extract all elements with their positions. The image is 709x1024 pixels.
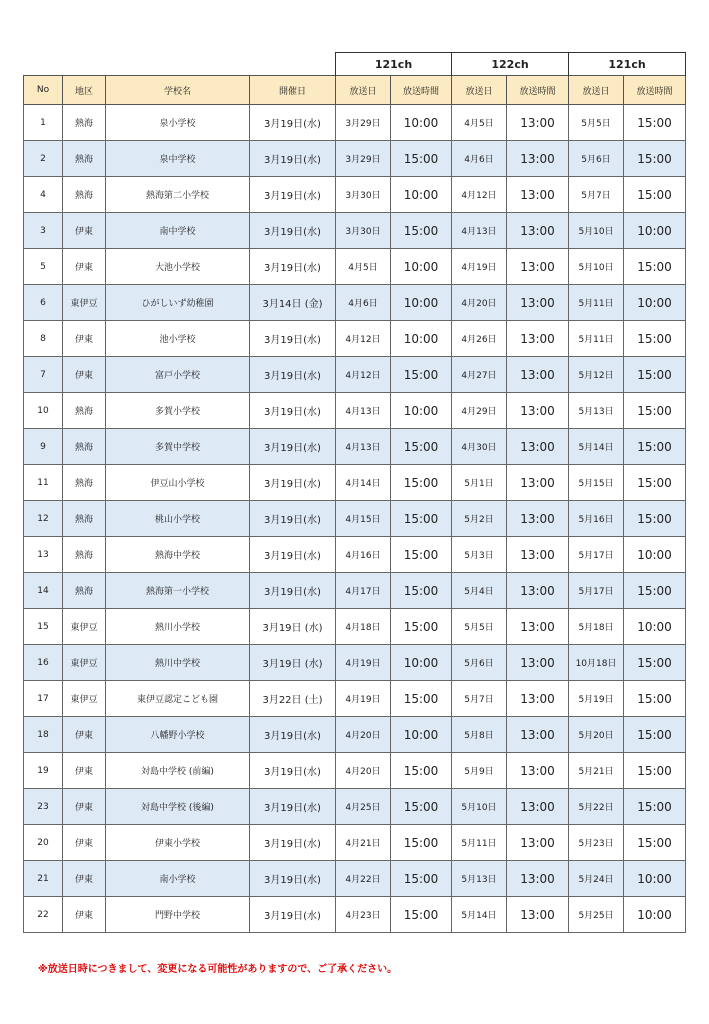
- cell-broadcast-time: 15:00: [624, 753, 686, 789]
- header-broadcast-time: 放送時間: [507, 76, 569, 105]
- cell-broadcast-date: 4月5日: [336, 249, 391, 285]
- cell-area: 熱海: [63, 393, 106, 429]
- cell-broadcast-date: 5月12日: [569, 357, 624, 393]
- cell-no: 12: [24, 501, 63, 537]
- cell-broadcast-date: 5月14日: [569, 429, 624, 465]
- cell-held: 3月19日(水): [250, 393, 336, 429]
- cell-broadcast-time: 15:00: [624, 357, 686, 393]
- cell-no: 22: [24, 897, 63, 933]
- cell-broadcast-date: 4月25日: [336, 789, 391, 825]
- cell-area: 東伊豆: [63, 609, 106, 645]
- cell-area: 東伊豆: [63, 285, 106, 321]
- cell-broadcast-date: 4月21日: [336, 825, 391, 861]
- table-row: [24, 573, 686, 609]
- cell-broadcast-time: 13:00: [507, 609, 569, 645]
- cell-held: 3月19日(水): [250, 213, 336, 249]
- cell-school: 多賀中学校: [106, 429, 250, 465]
- cell-broadcast-time: 15:00: [624, 645, 686, 681]
- cell-no: 7: [24, 357, 63, 393]
- cell-held: 3月19日(水): [250, 789, 336, 825]
- cell-broadcast-date: 4月13日: [336, 429, 391, 465]
- cell-no: 5: [24, 249, 63, 285]
- cell-area: 熱海: [63, 537, 106, 573]
- channel-label: 121ch: [569, 53, 686, 76]
- cell-broadcast-time: 15:00: [624, 429, 686, 465]
- cell-broadcast-time: 15:00: [624, 789, 686, 825]
- cell-no: 21: [24, 861, 63, 897]
- header-broadcast-date: 放送日: [452, 76, 507, 105]
- cell-broadcast-time: 15:00: [624, 249, 686, 285]
- cell-broadcast-date: 5月7日: [569, 177, 624, 213]
- table-row: [24, 717, 686, 753]
- cell-school: 熱川小学校: [106, 609, 250, 645]
- table-row: [24, 321, 686, 357]
- channel-label: 122ch: [452, 53, 569, 76]
- cell-broadcast-date: 5月2日: [452, 501, 507, 537]
- table-row: [24, 681, 686, 717]
- table-row: [24, 357, 686, 393]
- cell-no: 23: [24, 789, 63, 825]
- cell-broadcast-date: 4月20日: [452, 285, 507, 321]
- cell-broadcast-time: 15:00: [391, 213, 452, 249]
- cell-broadcast-date: 5月6日: [569, 141, 624, 177]
- cell-broadcast-time: 15:00: [624, 573, 686, 609]
- cell-broadcast-time: 10:00: [624, 537, 686, 573]
- cell-school: 泉中学校: [106, 141, 250, 177]
- cell-broadcast-time: 15:00: [624, 717, 686, 753]
- cell-school: 熱川中学校: [106, 645, 250, 681]
- table-row: [24, 249, 686, 285]
- cell-broadcast-time: 10:00: [391, 393, 452, 429]
- cell-broadcast-time: 13:00: [507, 321, 569, 357]
- cell-broadcast-date: 5月6日: [452, 645, 507, 681]
- cell-held: 3月19日(水): [250, 753, 336, 789]
- cell-broadcast-date: 5月10日: [569, 213, 624, 249]
- cell-held: 3月19日(水): [250, 717, 336, 753]
- cell-area: 伊東: [63, 717, 106, 753]
- cell-broadcast-time: 13:00: [507, 285, 569, 321]
- cell-broadcast-date: 4月17日: [336, 573, 391, 609]
- cell-held: 3月19日(水): [250, 465, 336, 501]
- cell-no: 16: [24, 645, 63, 681]
- cell-broadcast-time: 13:00: [507, 825, 569, 861]
- cell-no: 15: [24, 609, 63, 645]
- cell-broadcast-time: 15:00: [391, 573, 452, 609]
- cell-held: 3月19日 (水): [250, 645, 336, 681]
- cell-broadcast-date: 3月30日: [336, 177, 391, 213]
- cell-broadcast-time: 13:00: [507, 717, 569, 753]
- cell-broadcast-date: 5月1日: [452, 465, 507, 501]
- cell-broadcast-time: 15:00: [391, 681, 452, 717]
- header-no: No: [24, 76, 63, 105]
- cell-broadcast-date: 5月17日: [569, 573, 624, 609]
- cell-broadcast-date: 5月19日: [569, 681, 624, 717]
- cell-broadcast-date: 5月9日: [452, 753, 507, 789]
- cell-broadcast-time: 13:00: [507, 393, 569, 429]
- cell-broadcast-date: 4月13日: [452, 213, 507, 249]
- cell-broadcast-date: 4月19日: [336, 645, 391, 681]
- table-row: [24, 177, 686, 213]
- cell-broadcast-date: 4月6日: [336, 285, 391, 321]
- cell-broadcast-time: 15:00: [391, 429, 452, 465]
- cell-broadcast-time: 13:00: [507, 357, 569, 393]
- cell-broadcast-time: 13:00: [507, 537, 569, 573]
- schedule-body: [24, 105, 686, 933]
- cell-held: 3月19日(水): [250, 429, 336, 465]
- table-row: [24, 141, 686, 177]
- cell-broadcast-date: 5月11日: [452, 825, 507, 861]
- cell-broadcast-date: 10月18日: [569, 645, 624, 681]
- cell-broadcast-time: 10:00: [391, 105, 452, 141]
- cell-broadcast-date: 4月19日: [452, 249, 507, 285]
- cell-school: 大池小学校: [106, 249, 250, 285]
- cell-broadcast-time: 15:00: [391, 357, 452, 393]
- cell-broadcast-time: 15:00: [391, 609, 452, 645]
- cell-broadcast-date: 5月8日: [452, 717, 507, 753]
- cell-broadcast-time: 10:00: [391, 717, 452, 753]
- cell-broadcast-time: 13:00: [507, 681, 569, 717]
- cell-broadcast-date: 4月26日: [452, 321, 507, 357]
- cell-broadcast-time: 15:00: [391, 537, 452, 573]
- cell-no: 6: [24, 285, 63, 321]
- cell-broadcast-date: 5月18日: [569, 609, 624, 645]
- table-row: [24, 213, 686, 249]
- table-row: [24, 897, 686, 933]
- cell-held: 3月19日(水): [250, 141, 336, 177]
- cell-broadcast-date: 5月14日: [452, 897, 507, 933]
- cell-broadcast-date: 4月23日: [336, 897, 391, 933]
- cell-broadcast-date: 5月11日: [569, 321, 624, 357]
- table-row: [24, 825, 686, 861]
- cell-broadcast-time: 10:00: [391, 645, 452, 681]
- cell-school: 池小学校: [106, 321, 250, 357]
- cell-broadcast-date: 4月30日: [452, 429, 507, 465]
- header-area: 地区: [63, 76, 106, 105]
- header-broadcast-date: 放送日: [336, 76, 391, 105]
- cell-broadcast-time: 15:00: [391, 897, 452, 933]
- cell-broadcast-date: 3月30日: [336, 213, 391, 249]
- cell-school: 南中学校: [106, 213, 250, 249]
- cell-broadcast-date: 5月3日: [452, 537, 507, 573]
- cell-broadcast-time: 10:00: [624, 861, 686, 897]
- cell-broadcast-date: 4月14日: [336, 465, 391, 501]
- cell-school: 熱海第一小学校: [106, 573, 250, 609]
- channel-label: 121ch: [336, 53, 452, 76]
- cell-broadcast-date: 5月10日: [569, 249, 624, 285]
- header-broadcast-time: 放送時間: [391, 76, 452, 105]
- cell-broadcast-date: 5月17日: [569, 537, 624, 573]
- cell-broadcast-time: 15:00: [391, 825, 452, 861]
- cell-school: 富戸小学校: [106, 357, 250, 393]
- cell-broadcast-time: 13:00: [507, 753, 569, 789]
- cell-broadcast-date: 5月5日: [569, 105, 624, 141]
- cell-broadcast-time: 13:00: [507, 249, 569, 285]
- cell-broadcast-time: 15:00: [624, 501, 686, 537]
- cell-area: 伊東: [63, 249, 106, 285]
- cell-held: 3月19日(水): [250, 249, 336, 285]
- cell-broadcast-date: 3月29日: [336, 105, 391, 141]
- cell-no: 14: [24, 573, 63, 609]
- cell-broadcast-time: 10:00: [391, 285, 452, 321]
- cell-broadcast-time: 13:00: [507, 213, 569, 249]
- cell-broadcast-date: 5月25日: [569, 897, 624, 933]
- cell-held: 3月19日(水): [250, 573, 336, 609]
- table-row: [24, 501, 686, 537]
- cell-held: 3月19日(水): [250, 177, 336, 213]
- cell-broadcast-time: 15:00: [391, 501, 452, 537]
- cell-broadcast-date: 5月4日: [452, 573, 507, 609]
- cell-broadcast-date: 4月20日: [336, 717, 391, 753]
- cell-area: 熱海: [63, 141, 106, 177]
- cell-held: 3月19日(水): [250, 321, 336, 357]
- cell-no: 13: [24, 537, 63, 573]
- cell-area: 熱海: [63, 573, 106, 609]
- cell-broadcast-date: 5月11日: [569, 285, 624, 321]
- cell-broadcast-date: 5月5日: [452, 609, 507, 645]
- cell-area: 熱海: [63, 177, 106, 213]
- cell-broadcast-time: 13:00: [507, 141, 569, 177]
- table-row: [24, 789, 686, 825]
- table-row: [24, 645, 686, 681]
- cell-broadcast-date: 3月29日: [336, 141, 391, 177]
- cell-broadcast-date: 5月13日: [569, 393, 624, 429]
- cell-broadcast-date: 5月13日: [452, 861, 507, 897]
- cell-broadcast-date: 4月5日: [452, 105, 507, 141]
- header-school: 学校名: [106, 76, 250, 105]
- table-row: [24, 753, 686, 789]
- cell-broadcast-date: 4月12日: [452, 177, 507, 213]
- header-broadcast-time: 放送時間: [624, 76, 686, 105]
- cell-no: 20: [24, 825, 63, 861]
- cell-area: 熱海: [63, 501, 106, 537]
- cell-broadcast-time: 10:00: [391, 177, 452, 213]
- cell-broadcast-time: 15:00: [391, 141, 452, 177]
- cell-broadcast-time: 13:00: [507, 789, 569, 825]
- cell-school: 東伊豆認定こども園: [106, 681, 250, 717]
- cell-held: 3月19日(水): [250, 825, 336, 861]
- cell-broadcast-time: 15:00: [624, 321, 686, 357]
- cell-broadcast-time: 15:00: [624, 141, 686, 177]
- cell-broadcast-date: 5月22日: [569, 789, 624, 825]
- cell-held: 3月22日 (土): [250, 681, 336, 717]
- cell-school: 門野中学校: [106, 897, 250, 933]
- cell-broadcast-time: 13:00: [507, 429, 569, 465]
- cell-no: 11: [24, 465, 63, 501]
- cell-broadcast-time: 15:00: [391, 861, 452, 897]
- cell-school: 対島中学校 (前編): [106, 753, 250, 789]
- cell-broadcast-date: 4月13日: [336, 393, 391, 429]
- cell-held: 3月19日 (水): [250, 609, 336, 645]
- cell-broadcast-time: 10:00: [624, 213, 686, 249]
- cell-school: ひがしいず幼稚園: [106, 285, 250, 321]
- cell-school: 泉小学校: [106, 105, 250, 141]
- cell-broadcast-time: 13:00: [507, 501, 569, 537]
- broadcast-schedule-table: [23, 52, 686, 933]
- cell-broadcast-time: 13:00: [507, 177, 569, 213]
- cell-broadcast-time: 15:00: [391, 753, 452, 789]
- cell-school: 南小学校: [106, 861, 250, 897]
- cell-no: 3: [24, 213, 63, 249]
- cell-area: 東伊豆: [63, 645, 106, 681]
- cell-area: 伊東: [63, 861, 106, 897]
- cell-area: 東伊豆: [63, 681, 106, 717]
- change-notice: ※放送日時につきまして、変更になる可能性がありますので、ご了承ください。: [38, 964, 398, 975]
- cell-broadcast-time: 10:00: [624, 285, 686, 321]
- cell-held: 3月19日(水): [250, 897, 336, 933]
- cell-broadcast-time: 13:00: [507, 645, 569, 681]
- cell-no: 1: [24, 105, 63, 141]
- table-row: [24, 861, 686, 897]
- cell-broadcast-date: 4月12日: [336, 357, 391, 393]
- cell-broadcast-date: 4月15日: [336, 501, 391, 537]
- cell-broadcast-date: 4月20日: [336, 753, 391, 789]
- table-row: [24, 393, 686, 429]
- cell-broadcast-date: 5月23日: [569, 825, 624, 861]
- cell-broadcast-time: 13:00: [507, 573, 569, 609]
- cell-held: 3月19日(水): [250, 861, 336, 897]
- cell-broadcast-time: 10:00: [624, 609, 686, 645]
- cell-held: 3月19日(水): [250, 537, 336, 573]
- cell-broadcast-date: 4月19日: [336, 681, 391, 717]
- cell-held: 3月19日(水): [250, 105, 336, 141]
- cell-broadcast-time: 15:00: [624, 465, 686, 501]
- cell-school: 伊豆山小学校: [106, 465, 250, 501]
- cell-broadcast-date: 5月24日: [569, 861, 624, 897]
- cell-no: 17: [24, 681, 63, 717]
- cell-area: 熱海: [63, 429, 106, 465]
- cell-broadcast-date: 5月7日: [452, 681, 507, 717]
- cell-broadcast-time: 15:00: [624, 177, 686, 213]
- cell-area: 伊東: [63, 753, 106, 789]
- cell-broadcast-time: 15:00: [624, 681, 686, 717]
- cell-area: 伊東: [63, 897, 106, 933]
- cell-broadcast-time: 15:00: [624, 393, 686, 429]
- cell-broadcast-time: 15:00: [391, 789, 452, 825]
- cell-school: 伊東小学校: [106, 825, 250, 861]
- table-row: [24, 609, 686, 645]
- table-row: [24, 285, 686, 321]
- cell-school: 対島中学校 (後編): [106, 789, 250, 825]
- cell-school: 多賀小学校: [106, 393, 250, 429]
- table-row: [24, 537, 686, 573]
- cell-broadcast-date: 5月15日: [569, 465, 624, 501]
- cell-school: 桃山小学校: [106, 501, 250, 537]
- cell-broadcast-time: 10:00: [391, 249, 452, 285]
- cell-school: 八幡野小学校: [106, 717, 250, 753]
- cell-area: 伊東: [63, 789, 106, 825]
- cell-broadcast-date: 4月16日: [336, 537, 391, 573]
- cell-no: 8: [24, 321, 63, 357]
- table-row: [24, 465, 686, 501]
- cell-no: 19: [24, 753, 63, 789]
- cell-area: 熱海: [63, 105, 106, 141]
- cell-broadcast-date: 4月6日: [452, 141, 507, 177]
- cell-no: 10: [24, 393, 63, 429]
- cell-area: 伊東: [63, 321, 106, 357]
- channel-header-row: [24, 53, 686, 76]
- cell-broadcast-date: 5月21日: [569, 753, 624, 789]
- table-row: [24, 429, 686, 465]
- cell-broadcast-date: 5月20日: [569, 717, 624, 753]
- cell-broadcast-date: 5月10日: [452, 789, 507, 825]
- cell-school: 熱海中学校: [106, 537, 250, 573]
- cell-broadcast-time: 13:00: [507, 105, 569, 141]
- cell-no: 18: [24, 717, 63, 753]
- cell-broadcast-date: 5月16日: [569, 501, 624, 537]
- column-header-row: [24, 76, 686, 105]
- cell-area: 伊東: [63, 357, 106, 393]
- cell-area: 伊東: [63, 825, 106, 861]
- cell-area: 伊東: [63, 213, 106, 249]
- cell-held: 3月14日 (金): [250, 285, 336, 321]
- cell-broadcast-date: 4月12日: [336, 321, 391, 357]
- cell-broadcast-date: 4月27日: [452, 357, 507, 393]
- table-row: [24, 105, 686, 141]
- cell-broadcast-date: 4月29日: [452, 393, 507, 429]
- cell-broadcast-time: 15:00: [624, 105, 686, 141]
- header-held: 開催日: [250, 76, 336, 105]
- header-broadcast-date: 放送日: [569, 76, 624, 105]
- cell-school: 熱海第二小学校: [106, 177, 250, 213]
- cell-broadcast-time: 13:00: [507, 861, 569, 897]
- cell-no: 2: [24, 141, 63, 177]
- cell-no: 9: [24, 429, 63, 465]
- cell-no: 4: [24, 177, 63, 213]
- cell-held: 3月19日(水): [250, 357, 336, 393]
- cell-broadcast-date: 4月18日: [336, 609, 391, 645]
- cell-broadcast-time: 10:00: [391, 321, 452, 357]
- cell-broadcast-time: 10:00: [624, 897, 686, 933]
- cell-broadcast-time: 15:00: [391, 465, 452, 501]
- cell-area: 熱海: [63, 465, 106, 501]
- cell-broadcast-time: 13:00: [507, 897, 569, 933]
- cell-held: 3月19日(水): [250, 501, 336, 537]
- cell-broadcast-date: 4月22日: [336, 861, 391, 897]
- cell-broadcast-time: 13:00: [507, 465, 569, 501]
- cell-broadcast-time: 15:00: [624, 825, 686, 861]
